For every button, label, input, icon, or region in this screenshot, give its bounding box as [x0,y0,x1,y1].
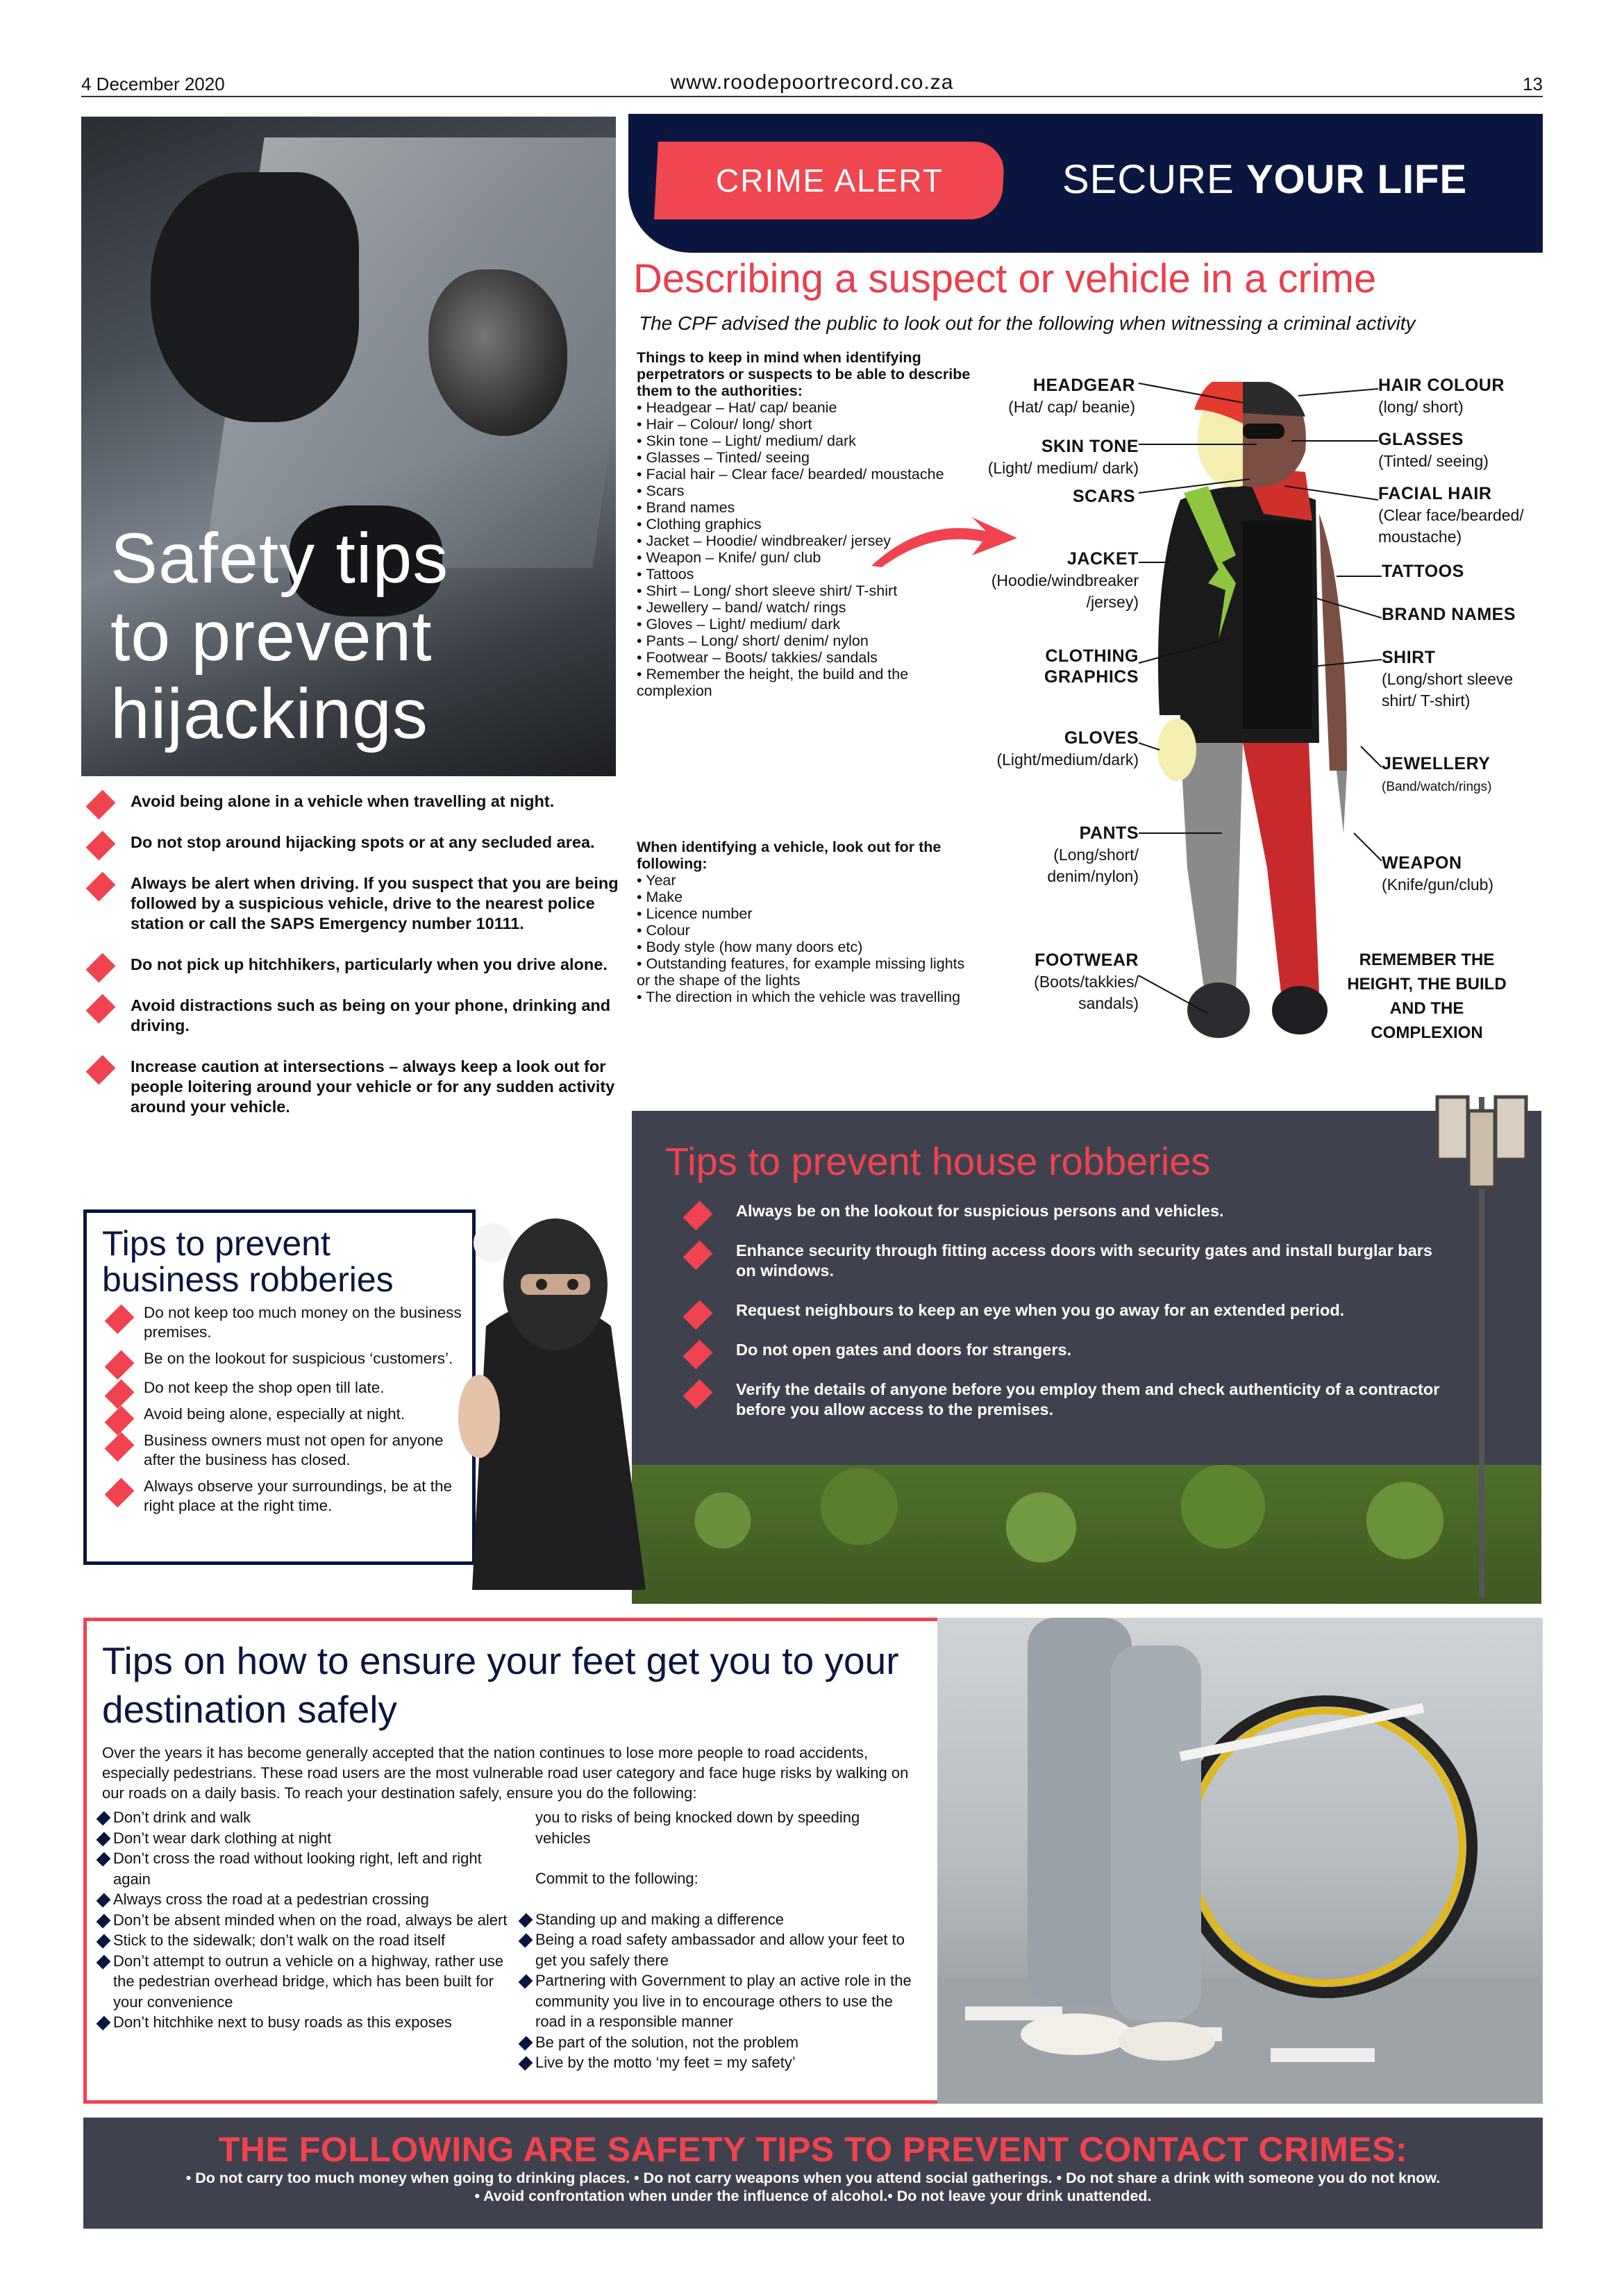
dont-list [97,1807,513,2033]
list-item: • The direction in which the vehicle was travelling [637,989,961,1005]
remember-note: REMEMBER THE HEIGHT, THE BUILD AND THE COMPLEXION [1347,950,1507,1042]
tip-text: Live by the motto ‘my feet = my safety’ [535,2054,796,2071]
list-item [519,1970,914,2032]
list-item: • Footwear – Boots/ takkies/ sandals [637,649,878,666]
diamond-bullet-icon [105,1432,135,1462]
navy-diamond-bullet-icon [97,2016,111,2031]
list-item: • Make [637,889,683,905]
pedestrian-safety-title: Tips on how to ensure your feet get you to your destination safely [102,1639,899,1731]
contact-crimes-line: • Do not carry too much money when going to drinking places. • Do not carry weapons when you attend social gatherings. • Do not share a drink with someone you do not know. [185,2170,1441,2186]
list-item: • Gloves – Light/ medium/ dark [637,616,841,632]
label-title: JACKET [1066,549,1139,569]
label-sub: (Hat/ cap/ beanie) [1008,398,1135,416]
list-item: • Tattoos [637,566,694,583]
label-title: FOOTWEAR [1035,950,1139,970]
navy-diamond-bullet-icon [97,1934,111,1949]
label-title: HAIR COLOUR [1378,376,1505,395]
label-sub: (Light/ medium/ dark) [987,459,1139,477]
house-robberies-title: Tips to prevent house robberies [665,1139,1211,1183]
diamond-bullet-icon [86,994,116,1024]
list-item [680,1380,1444,1420]
diamond-bullet-icon [86,831,116,861]
label-title: WEAPON [1382,853,1462,873]
label-tattoos [1382,561,1548,582]
commit-heading [519,1868,914,1889]
tip-text: you to risks of being knocked down by speeding vehicles [535,1809,860,1847]
label-pants [1010,823,1139,887]
navy-diamond-bullet-icon [97,1852,111,1867]
label-jacket [969,548,1139,612]
diamond-bullet-icon [105,1478,135,1508]
label-jewellery [1382,753,1548,798]
list-item: • Skin tone – Light/ medium/ dark [637,433,856,449]
crime-alert-label: CRIME ALERT [716,162,944,199]
street-lamp-illustration [1423,1069,1541,1597]
describing-subtitle: The CPF advised the public to look out for the following when witnessing a criminal activity [639,312,1416,334]
list-item [101,1477,469,1516]
list-item: • Pants – Long/ short/ denim/ nylon [637,632,869,649]
hijacking-title-line: hijackings [110,674,428,753]
diamond-bullet-icon [683,1201,713,1231]
navy-diamond-bullet-icon [97,1954,111,1969]
diamond-bullet-icon [683,1340,713,1370]
tip-text: Verify the details of anyone before you employ them and check authenticity of a contractor before you allow access to the premises. [736,1380,1440,1418]
tip-text: Avoid being alone, especially at night. [144,1405,405,1423]
list-item: • Outstanding features, for example missing lights or the shape of the lights [637,955,965,989]
list-item: • Headgear – Hat/ cap/ beanie [637,399,837,416]
vehicle-checklist-heading: When identifying a vehicle, look out for the following: [637,839,941,872]
list-item [101,1378,469,1398]
list-item: • Weapon – Knife/ gun/ club [637,549,821,566]
label-sub: (Tinted/ seeing) [1378,452,1489,470]
navy-diamond-bullet-icon [97,1832,111,1846]
tip-text: Always observe your surroundings, be at the right place at the right time. [144,1477,452,1514]
tip-text: Being a road safety ambassador and allow your feet to get you safely there [535,1931,905,1969]
suspect-checklist-heading: Things to keep in mind when identifying perpetrators or suspects to be able to describe them to the authorities: [637,349,971,399]
navy-diamond-bullet-icon [97,1811,111,1826]
tip-text: Don’t drink and walk [113,1809,251,1826]
tip-text: Enhance security through fitting access doors with security gates and install burglar bars on windows. [736,1241,1432,1280]
tip-text: Do not keep the shop open till late. [144,1379,385,1396]
list-item [101,1349,469,1368]
navy-diamond-bullet-icon [97,1893,111,1908]
site-url[interactable]: www.roodepoortrecord.co.za [670,71,954,94]
describing-title: Describing a suspect or vehicle in a crime [633,256,1377,301]
tip-text: Request neighbours to keep an eye when you go away for an extended period. [736,1301,1345,1319]
list-item [101,1405,469,1424]
list-item [97,1910,513,1931]
bicycle-photo-graphic [937,1618,1543,2104]
contact-crimes-banner [83,2118,1543,2229]
label-title: FACIAL HAIR [1378,484,1492,503]
navy-diamond-bullet-icon [519,1975,533,1989]
hijacking-title-line: Safety tips [110,519,449,598]
list-item [97,1889,513,1910]
navy-diamond-bullet-icon [519,2036,533,2050]
tip-text: Increase caution at intersections – always keep a look out for people loitering around your vehicle or for any sudden activity around your vehicle. [131,1057,615,1116]
label-sub: (Long/short/ denim/nylon) [1047,846,1139,885]
label-shirt [1382,647,1548,711]
diamond-bullet-icon [86,1055,116,1085]
list-item [83,996,625,1036]
label-clothing-graphics [969,646,1139,687]
list-item [519,2032,914,2053]
headline-bold: YOUR LIFE [1246,157,1468,202]
list-item: • Jewellery – band/ watch/ rings [637,599,846,616]
business-robberies-box [83,1209,476,1565]
list-item: • Licence number [637,905,753,922]
house-tips-list [680,1201,1444,1439]
diamond-bullet-icon [86,872,116,902]
list-item: • Clothing graphics [637,516,762,533]
label-title: SHIRT [1382,648,1436,667]
list-item [680,1340,1444,1360]
list-item [83,955,625,975]
label-hair-colour [1378,375,1545,417]
list-item: • Body style (how many doors etc) [637,939,863,955]
list-item: • Year [637,872,676,889]
label-title: SKIN TONE [1041,437,1139,456]
masthead [81,69,1543,97]
list-item [97,1930,513,1951]
list-item [101,1431,469,1470]
continuation-text [519,1807,914,1848]
navy-diamond-bullet-icon [97,1913,111,1928]
crime-alert-tag [654,142,1005,219]
label-title: JEWELLERY [1382,754,1491,773]
list-item: • Facial hair – Clear face/ bearded/ moustache [637,466,944,483]
label-title: BRAND NAMES [1382,605,1516,624]
masked-robber-illustration [444,1208,653,1590]
list-item [101,1303,469,1342]
list-item [680,1241,1444,1281]
list-item [97,1951,513,2013]
label-title: GLASSES [1378,430,1464,449]
label-title: CLOTHING GRAPHICS [1044,646,1139,687]
list-item: • Remember the height, the build and the complexion [637,666,909,699]
list-item [83,1057,625,1117]
list-item [83,791,625,812]
label-sub: (Long/short sleeve shirt/ T-shirt) [1382,670,1514,710]
hijacking-photo [81,117,616,776]
label-title: GLOVES [1064,728,1139,748]
list-item: • Shirt – Long/ short sleeve shirt/ T-shirt [637,583,898,599]
label-facial-hair [1378,483,1545,547]
navy-diamond-bullet-icon [519,1913,533,1927]
list-item: • Colour [637,922,690,939]
diamond-bullet-icon [683,1241,713,1271]
tip-text: Do not open gates and doors for strangers. [736,1341,1072,1359]
label-sub: (Clear face/bearded/ moustache) [1378,506,1524,546]
tip-text: Avoid distractions such as being on your phone, drinking and driving. [131,996,611,1034]
diamond-bullet-icon [683,1380,713,1409]
pedestrian-bicycle-photo [937,1618,1543,2104]
label-title: TATTOOS [1382,562,1464,581]
tip-text: Do not stop around hijacking spots or at any secluded area. [131,833,595,851]
list-item [97,2012,513,2033]
hijacking-tips-list [83,791,625,1138]
tip-text: Avoid being alone in a vehicle when travelling at night. [131,792,555,810]
list-item [680,1300,1444,1321]
diamond-bullet-icon [105,1350,135,1380]
label-headgear [969,375,1135,417]
label-scars [969,486,1135,507]
business-robberies-title: Tips to prevent business robberies [102,1224,394,1299]
diamond-bullet-icon [86,953,116,983]
list-item: • Jacket – Hoodie/ windbreaker/ jersey [637,533,891,549]
diamond-bullet-icon [683,1300,713,1330]
tip-text: Don’t hitchhike next to busy roads as this exposes [113,2013,452,2031]
list-item [83,873,625,934]
leader-lines [1132,375,1382,1041]
navy-diamond-bullet-icon [519,2056,533,2071]
tip-text: Partnering with Government to play an active role in the community you live in to encourage others to use the road in a responsible manner [535,1972,912,2030]
list-item [519,1929,914,1970]
label-sub: (Light/medium/dark) [996,751,1139,769]
tip-text: Always cross the road at a pedestrian crossing [113,1891,429,1908]
label-title: HEADGEAR [1032,376,1135,395]
list-item: • Scars [637,483,685,499]
hijacking-title-line: to prevent [110,596,433,676]
label-title: SCARS [1072,487,1135,506]
list-item: • Brand names [637,499,735,516]
hijacking-title [110,519,449,753]
headline-light: SECURE [1062,157,1246,202]
label-title: PANTS [1079,823,1139,843]
pedestrian-safety-box [83,1618,937,2104]
tip-text: Always be on the lookout for suspicious persons and vehicles. [736,1202,1224,1220]
list-item [97,1807,513,1828]
label-sub: (long/ short) [1378,398,1464,416]
contact-crimes-title: THE FOLLOWING ARE SAFETY TIPS TO PREVENT CONTACT CRIMES: [218,2130,1408,2169]
tip-text: Stick to the sidewalk; don’t walk on the road itself [113,1932,446,1949]
label-glasses [1378,429,1545,471]
tip-text: Don’t attempt to outrun a vehicle on a highway, rather use the pedestrian overhead bridge, which has been built for your convenience [113,1952,504,2011]
label-sub: (Band/watch/rings) [1382,780,1492,794]
list-item [519,2052,914,2073]
list-item: • Hair – Colour/ long/ short [637,416,812,433]
list-item [83,832,625,853]
label-sub: (Hoodie/windbreaker /jersey) [991,571,1139,611]
list-item: • Glasses – Tinted/ seeing [637,449,810,466]
label-weapon [1382,853,1548,895]
contact-crimes-line: • Avoid confrontation when under the influence of alcohol.• Do not leave your drink unattended. [474,2188,1152,2204]
pedestrian-safety-intro: Over the years it has become generally accepted that the nation continues to lose more people to road accidents, especially pedestrians. These road users are the most vulnerable road user category and face huge risks by walking on our roads on a daily basis. To reach your destination safely, ensure you do the following: [102,1744,909,1802]
tip-text: Be part of the solution, not the problem [535,2033,799,2051]
list-item [680,1201,1444,1221]
hedge-graphic [632,1465,1541,1604]
business-tips-list [101,1303,469,1523]
label-sub: (Knife/gun/club) [1382,875,1494,894]
tip-text: Do not pick up hitchhikers, particularly when you drive alone. [131,955,608,973]
tip-text: Do not keep too much money on the business premises. [144,1304,462,1341]
issue-date: 4 December 2020 [81,74,225,94]
tip-text: Don’t cross the road without looking right, left and right again [113,1850,482,1888]
label-brand-names [1382,604,1548,625]
list-item [519,1909,914,1930]
label-footwear [1000,950,1139,1014]
navy-diamond-bullet-icon [519,1934,533,1948]
secure-your-life-headline [1062,156,1467,203]
tip-text: Don’t be absent minded when on the road, always be alert [113,1911,508,1929]
tip-text: Be on the lookout for suspicious ‘customers’. [144,1350,453,1367]
heading-text: Commit to the following: [535,1870,698,1887]
vehicle-checklist [637,839,977,1005]
list-item [97,1828,513,1849]
tip-text: Always be alert when driving. If you suspect that you are being followed by a suspicious vehicle, drive to the nearest police station or call the SAPS Emergency number 10111. [131,874,619,932]
list-item [97,1848,513,1889]
house-robberies-panel [632,1111,1541,1604]
diamond-bullet-icon [86,790,116,820]
label-skin-tone [969,436,1139,478]
label-gloves [969,728,1139,770]
hijacker-arm-graphic [151,172,359,422]
tip-text: Don’t wear dark clothing at night [113,1829,332,1847]
page-number: 13 [1523,74,1543,94]
diamond-bullet-icon [105,1305,135,1334]
tip-text: Business owners must not open for anyone after the business has closed. [144,1432,444,1468]
tip-text: Standing up and making a difference [535,1910,784,1928]
commit-list [519,1807,914,2073]
label-sub: (Boots/takkies/ sandals) [1034,973,1139,1012]
